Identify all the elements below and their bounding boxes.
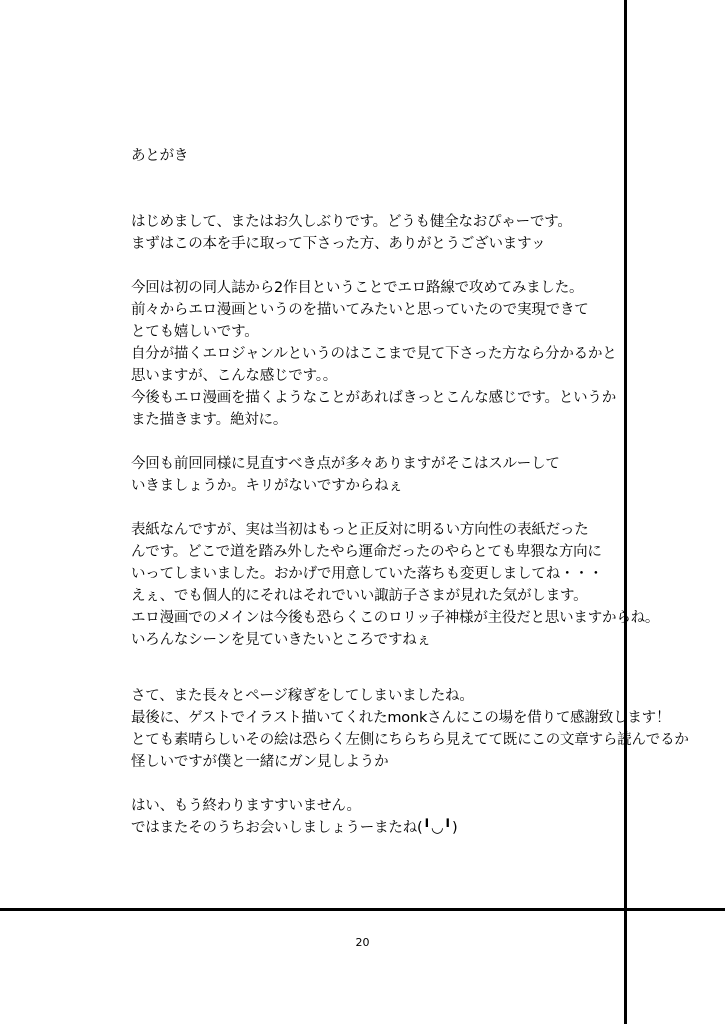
text-line: 怪しいですが僕と一緒にガン見しようか (131, 754, 389, 770)
paragraph-3 (131, 453, 716, 497)
text-line: 今回も前回同様に見直すべき点が多々ありますがそこはスルーして (131, 456, 560, 472)
heading: あとがき (131, 148, 189, 164)
text-line: 最後に、ゲストでイラスト描いてくれたmonkさんにこの場を借りて感謝致します！ (131, 710, 671, 726)
paragraph-5 (131, 685, 716, 773)
text-line: 今回は初の同人誌から2作目ということでエロ路線で攻めてみました。 (131, 280, 584, 296)
text-line: エロ漫画でのメインは今後も恐らくこのロリッ子神様が主役だと思いますからね。 (131, 610, 660, 626)
text-line: んです。どこで道を踏み外したやら運命だったのやらとても卑猥な方向に (131, 544, 602, 560)
text-line: いきましょうか。キリがないですからねぇ (131, 478, 403, 494)
page-number-label: 20 (355, 936, 370, 949)
text-line: いろんなシーンを見ていきたいところですねぇ (131, 632, 431, 648)
text-line: 表紙なんですが、実は当初はもっと正反対に明るい方向性の表紙だった (131, 522, 589, 538)
text-line: 自分が描くエロジャンルというのはここまで見て下さった方なら分かるかと (131, 346, 617, 362)
afterword-text (131, 145, 716, 839)
text-line: ではまたそのうちお会いしましょうーまたね(╹◡╹) (131, 820, 458, 836)
spacer (131, 651, 716, 685)
paragraph-2 (131, 277, 716, 431)
text-line: 思いますが、こんな感じです。。 (131, 368, 338, 384)
paragraph-1 (131, 211, 716, 255)
page-number (0, 936, 725, 950)
spacer (131, 773, 716, 795)
paragraph-6 (131, 795, 716, 839)
text-line: さて、また長々とページ稼ぎをしてしまいましたね。 (131, 688, 474, 704)
text-line: えぇ、でも個人的にそれはそれでいい諏訪子さまが見れた気がします。 (131, 588, 588, 604)
text-line: まずはこの本を手に取って下さった方、ありがとうございますッ (131, 236, 546, 252)
spacer (131, 167, 716, 211)
text-line: また描きます。絶対に。 (131, 412, 288, 428)
horizontal-border-line (0, 908, 725, 911)
paragraph-4 (131, 519, 716, 651)
spacer (131, 255, 716, 277)
text-line: はい、もう終わりますすいません。 (131, 798, 361, 814)
text-line: はじめまして、またはお久しぶりです。どうも健全なおぴゃーです。 (131, 214, 572, 230)
text-line: とても素晴らしいその絵は恐らく左側にちらちら見えてて既にこの文章すら読んでるか (131, 732, 689, 748)
spacer (131, 497, 716, 519)
text-line: 今後もエロ漫画を描くようなことがあればきっとこんな感じです。というか (131, 390, 617, 406)
spacer (131, 431, 716, 453)
text-line: 前々からエロ漫画というのを描いてみたいと思っていたので実現できて (131, 302, 589, 318)
text-line: とても嬉しいです。 (131, 324, 259, 340)
text-line: いってしまいました。おかげで用意していた落ちも変更しましてね・・・ (131, 566, 603, 582)
